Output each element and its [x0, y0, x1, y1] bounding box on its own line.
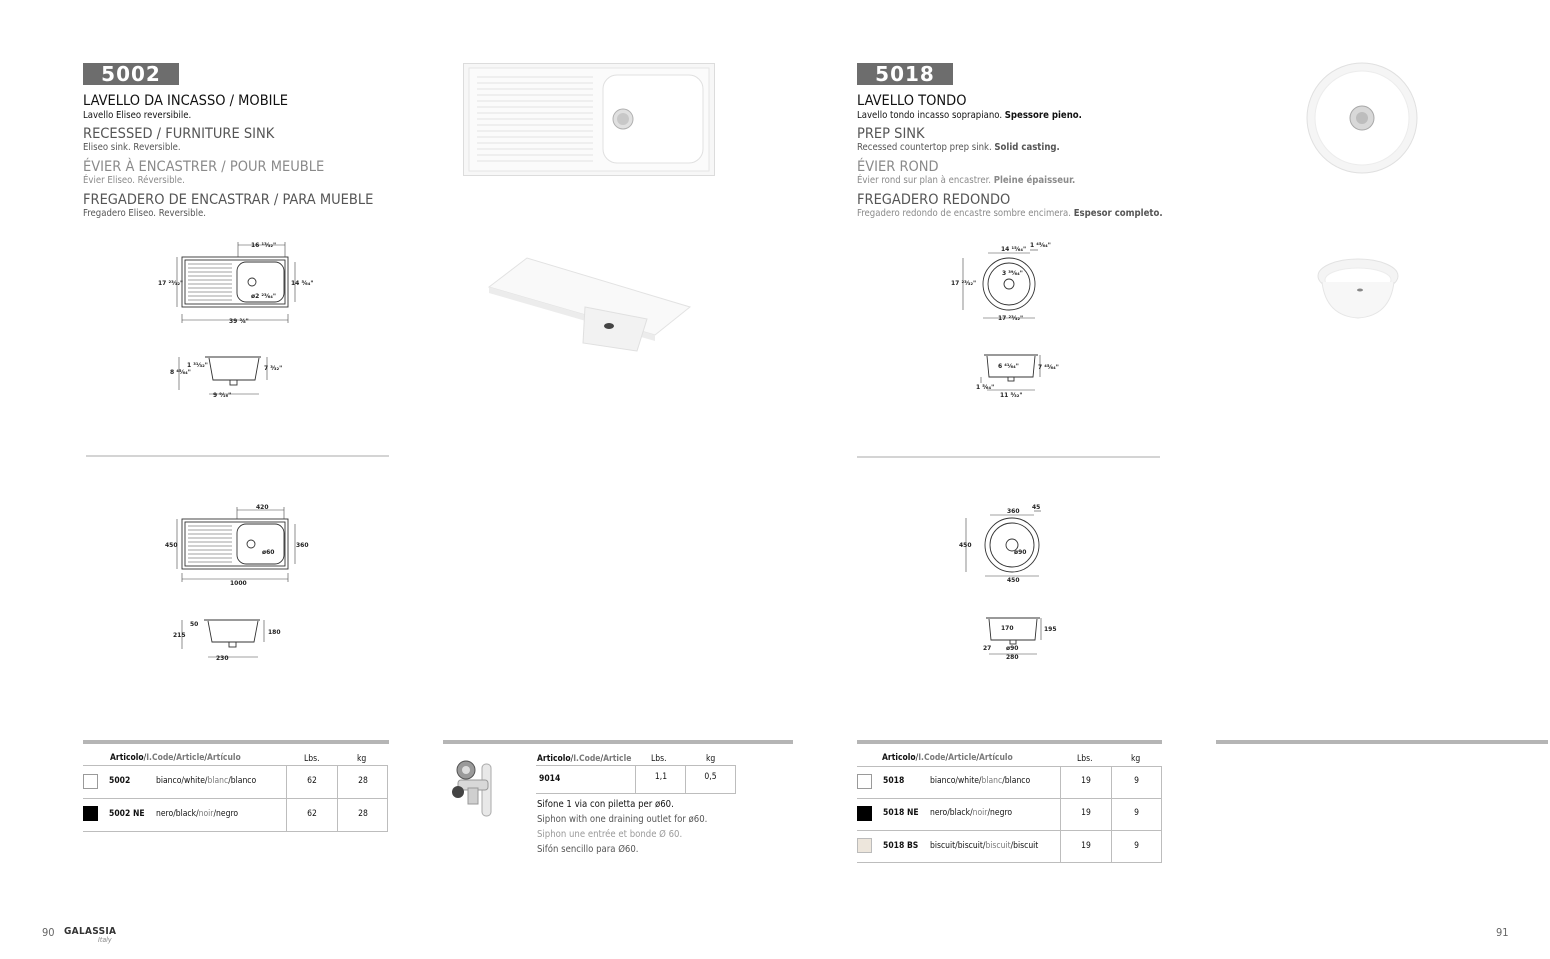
title-en: RECESSED / FURNITURE SINK — [83, 126, 275, 142]
dim-bottom: 17 ²³⁄₃₂" — [998, 315, 1024, 322]
drawing-section-mm — [170, 614, 290, 664]
table-row — [83, 766, 388, 798]
dim-side-bottom: 280 — [1006, 654, 1019, 661]
dim-side-left: 215 — [173, 632, 186, 639]
siphon-desc-en: Siphon with one draining outlet for ø60. — [537, 814, 708, 825]
product-photo-perspective — [487, 255, 692, 363]
dim-bottom: 1000 — [230, 580, 247, 587]
color-swatch-black — [83, 806, 98, 821]
drawing-plan-inch — [150, 235, 325, 330]
weight-kg: 9 — [1134, 808, 1139, 818]
color-swatch-black — [857, 806, 872, 821]
dim-side-bottom: 230 — [216, 655, 229, 662]
table-line — [536, 793, 736, 794]
weight-lbs: 62 — [307, 776, 317, 786]
dim-top: 360 — [1007, 508, 1020, 515]
desc-it: Lavello Eliseo reversibile. — [83, 110, 192, 121]
table-header-article: Articolo/I.Code/Article/Artículo — [882, 753, 1013, 763]
table-header-kg: kg — [1131, 754, 1141, 764]
table-header-article: Articolo/I.Code/Article — [537, 754, 632, 764]
table-line — [857, 862, 1162, 863]
product-code-badge: 5018 — [857, 63, 953, 85]
siphon-photo — [446, 758, 504, 820]
desc-es: Fregadero redondo de encastre sombre encimera. Espesor completo. — [857, 208, 1163, 219]
color-name: bianco/white/blanc/blanco — [930, 776, 1031, 786]
table-row — [536, 766, 736, 793]
dim-top: 420 — [256, 504, 269, 511]
article-code: 5002 NE — [109, 809, 145, 819]
dim-side-inner: 170 — [1001, 625, 1014, 632]
product-photo-top — [1305, 61, 1419, 175]
article-code: 5018 BS — [883, 841, 919, 851]
weight-kg: 0,5 — [704, 772, 717, 782]
brand-logo: GALASSIA — [64, 926, 117, 937]
color-name: nero/black/noir/negro — [930, 808, 1013, 818]
table-header-lbs: Lbs. — [1077, 754, 1093, 764]
drawing-plan-mm — [955, 500, 1055, 588]
dim-left: 450 — [959, 542, 972, 549]
page-number-left: 90 — [42, 926, 55, 939]
table-header-kg: kg — [706, 754, 716, 764]
drawing-plan-inch — [948, 238, 1063, 328]
table-line — [387, 799, 388, 831]
table-row — [83, 799, 388, 831]
dim-left: 17 ²³⁄₃₂" — [951, 280, 977, 287]
dim-side-right: 180 — [268, 629, 281, 636]
dim-right: 14 ⁵⁄₆₄" — [291, 280, 314, 287]
dim-side-right: 195 — [1044, 626, 1057, 633]
dim-side-left: 8 ⁴⁵⁄₆₄" — [170, 369, 191, 376]
color-swatch-white — [83, 774, 98, 789]
dim-top: 16 ¹³⁄₃₂" — [251, 242, 277, 249]
desc-fr: Évier rond sur plan à encastrer. Pleine épaisseur. — [857, 175, 1076, 186]
table-header-lbs: Lbs. — [651, 754, 667, 764]
dim-side-left: 27 — [983, 645, 992, 652]
article-code: 5018 — [883, 776, 905, 786]
table-row — [857, 767, 1162, 798]
divider — [86, 455, 389, 457]
dim-side-top: 50 — [190, 621, 199, 628]
dim-right: 360 — [296, 542, 309, 549]
weight-lbs: 19 — [1081, 776, 1091, 786]
siphon-desc-es: Sifón sencillo para Ø60. — [537, 844, 639, 855]
dim-bottom: 450 — [1007, 577, 1020, 584]
title-it: LAVELLO DA INCASSO / MOBILE — [83, 93, 288, 109]
product-photo-top — [463, 63, 715, 176]
siphon-desc-it: Sifone 1 via con piletta per ø60. — [537, 799, 674, 810]
table-top-rule — [83, 740, 389, 744]
title-es: FREGADERO DE ENCASTRAR / PARA MUEBLE — [83, 192, 374, 208]
dim-side-bottom: 9 ⁹⁄₁₆" — [213, 392, 232, 399]
drawing-section-inch — [165, 352, 290, 402]
table-top-rule — [443, 740, 793, 744]
desc-es: Fregadero Eliseo. Reversible. — [83, 208, 206, 219]
table-line — [1161, 767, 1162, 798]
table-header-kg: kg — [357, 754, 367, 764]
dim-side-left: 1 ⁵⁄₆₄" — [976, 384, 995, 391]
dim-top: 14 ¹⁵⁄₆₄" — [1001, 246, 1027, 253]
table-top-rule — [1216, 740, 1548, 744]
desc-en: Recessed countertop prep sink. Solid casting. — [857, 142, 1060, 153]
table-header-article: Articolo/I.Code/Article/Artículo — [110, 753, 241, 763]
weight-kg: 28 — [358, 776, 368, 786]
drawing-section-inch — [972, 350, 1064, 400]
desc-fr: Évier Eliseo. Réversible. — [83, 175, 185, 186]
article-code: 5018 NE — [883, 808, 919, 818]
dim-side-inner: 6 ⁴¹⁄₆₄" — [998, 363, 1019, 370]
drawing-plan-mm — [155, 497, 325, 589]
table-line — [1161, 799, 1162, 830]
page-number-right: 91 — [1496, 926, 1509, 939]
weight-lbs: 62 — [307, 809, 317, 819]
table-row — [857, 831, 1162, 862]
divider — [857, 456, 1160, 458]
dim-side-drain: ø90 — [1006, 645, 1019, 652]
title-en: PREP SINK — [857, 126, 925, 142]
dim-side-bottom: 11 ⁵⁄₃₂" — [1000, 392, 1023, 399]
dim-drain: ø2 ²³⁄₆₄" — [251, 293, 277, 300]
weight-lbs: 19 — [1081, 841, 1091, 851]
title-es: FREGADERO REDONDO — [857, 192, 1011, 208]
table-line — [83, 831, 388, 832]
dim-left: 450 — [165, 542, 178, 549]
color-name: bianco/white/blanc/blanco — [156, 776, 257, 786]
weight-lbs: 19 — [1081, 808, 1091, 818]
siphon-desc-fr: Siphon une entrée et bonde Ø 60. — [537, 829, 683, 840]
title-fr: ÉVIER À ENCASTRER / POUR MEUBLE — [83, 159, 325, 175]
color-swatch-white — [857, 774, 872, 789]
weight-lbs: 1,1 — [654, 772, 668, 782]
dim-side-right: 7 ³⁄₃₂" — [264, 365, 283, 372]
product-code-badge: 5002 — [83, 63, 179, 85]
dim-drain: 3 ³⁹⁄₆₄" — [1002, 270, 1023, 277]
drawing-section-mm — [980, 614, 1060, 664]
dim-topright: 45 — [1032, 504, 1041, 511]
weight-kg: 9 — [1134, 841, 1139, 851]
title-fr: ÉVIER ROND — [857, 159, 939, 175]
product-photo-perspective — [1316, 256, 1400, 322]
dim-drain: ø90 — [1014, 549, 1027, 556]
table-line — [387, 766, 388, 798]
table-top-rule — [857, 740, 1162, 744]
dim-bottom: 39 ⅜" — [229, 318, 249, 325]
color-name: nero/black/noir/negro — [156, 809, 239, 819]
dim-side-top: 1 ³¹⁄₃₂" — [187, 362, 208, 369]
weight-kg: 9 — [1134, 776, 1139, 786]
brand-subtitle: Italy — [98, 936, 112, 944]
table-line — [1161, 831, 1162, 862]
dim-left: 17 ²³⁄₃₂" — [158, 280, 184, 287]
title-it: LAVELLO TONDO — [857, 93, 967, 109]
dim-side-right: 7 ⁴⁵⁄₆₄" — [1038, 364, 1059, 371]
color-name: biscuit/biscuit/biscuit/biscuit — [930, 841, 1039, 851]
table-line — [735, 766, 736, 793]
weight-kg: 28 — [358, 809, 368, 819]
dim-topright: 1 ⁴⁵⁄₆₄" — [1030, 242, 1051, 249]
article-code: 9014 — [539, 774, 561, 784]
table-header-lbs: Lbs. — [304, 754, 320, 764]
desc-it: Lavello tondo incasso soprapiano. Spessore pieno. — [857, 110, 1082, 121]
desc-en: Eliseo sink. Reversible. — [83, 142, 181, 153]
article-code: 5002 — [109, 776, 131, 786]
dim-drain: ø60 — [262, 549, 275, 556]
table-row — [857, 799, 1162, 830]
color-swatch-biscuit — [857, 838, 872, 853]
